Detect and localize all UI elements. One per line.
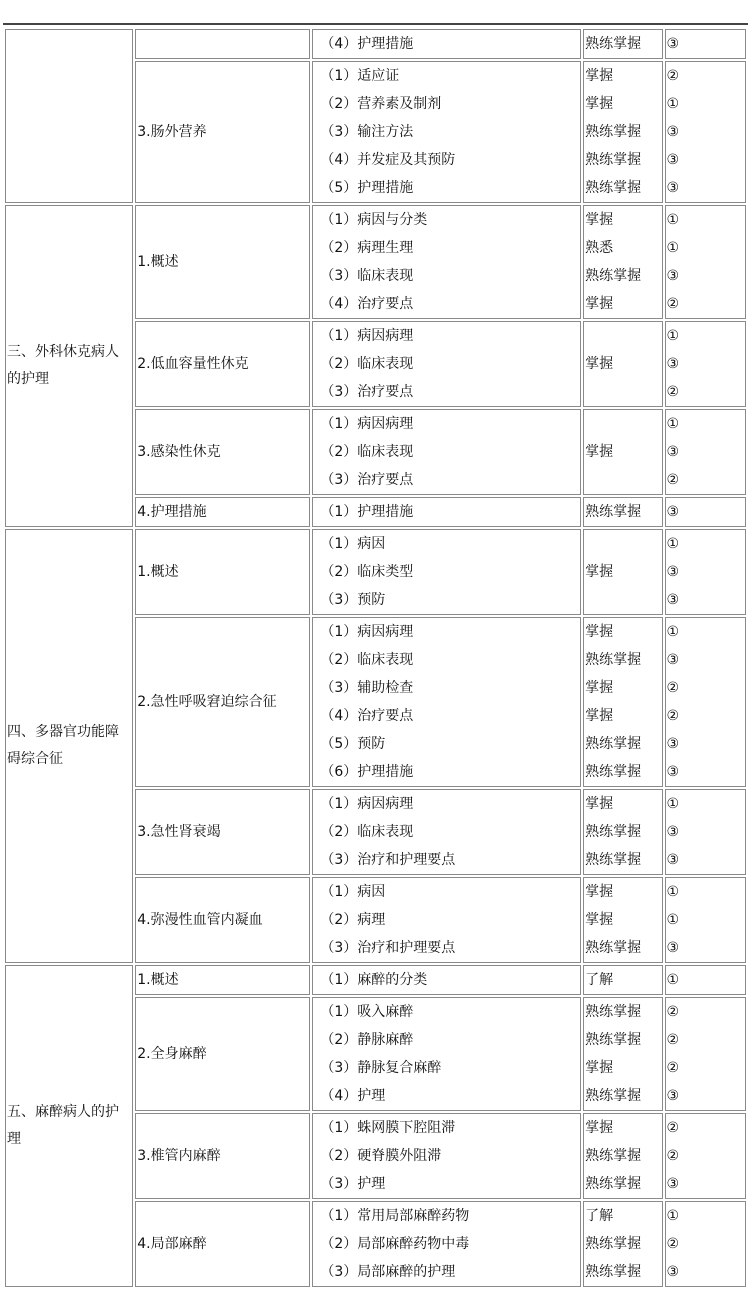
level-value: ①: [666, 240, 680, 256]
requirement-value: 掌握: [585, 296, 614, 312]
content-items-cell: [312, 205, 581, 319]
content-items-cell: [312, 965, 581, 995]
requirement-value: 掌握: [585, 884, 614, 900]
unit-name-cell: 3.急性肾衰竭: [135, 789, 310, 875]
level-value: ①: [666, 212, 680, 228]
content-item: （3）辅助检查: [320, 680, 414, 696]
level-value: ③: [666, 356, 680, 372]
level-cell: [665, 29, 746, 59]
level-value: ①: [666, 912, 680, 928]
content-item: （4）护理: [320, 1088, 386, 1104]
requirement-value: 熟练掌握: [585, 1264, 642, 1280]
content-items-cell: [312, 497, 581, 527]
level-value: ①: [666, 416, 680, 432]
level-value: ③: [666, 1264, 680, 1280]
content-item: （2）局部麻醉药物中毒: [320, 1236, 470, 1252]
section-title-cell: 四、多器官功能障碍综合征: [5, 529, 133, 963]
unit-name-cell: 1.概述: [135, 965, 310, 995]
requirement-cell: [583, 205, 662, 319]
level-value: ①: [666, 96, 680, 112]
level-cell: [665, 1201, 746, 1287]
level-cell: [665, 789, 746, 875]
level-value: ②: [666, 1120, 680, 1136]
content-item: （3）局部麻醉的护理: [320, 1264, 456, 1280]
section-title-cell: 五、麻醉病人的护理: [5, 965, 133, 1287]
level-value: ③: [666, 764, 680, 780]
requirement-value: 掌握: [585, 1060, 614, 1076]
unit-name-cell: 1.概述: [135, 205, 310, 319]
requirement-value: 掌握: [585, 708, 614, 724]
content-item: （2）病理: [320, 912, 386, 928]
level-value: ①: [666, 884, 680, 900]
level-value: ②: [666, 1032, 680, 1048]
content-items-cell: [312, 617, 581, 787]
requirement-cell: [583, 789, 662, 875]
requirement-cell: [583, 29, 662, 59]
level-value: ③: [666, 124, 680, 140]
requirement-value: 熟练掌握: [585, 652, 642, 668]
unit-name-cell: 2.急性呼吸窘迫综合征: [135, 617, 310, 787]
content-item: （1）蛛网膜下腔阻滞: [320, 1120, 456, 1136]
requirement-value: 熟练掌握: [585, 36, 642, 52]
content-item: （1）常用局部麻醉药物: [320, 1208, 470, 1224]
requirement-value: 了解: [585, 1208, 614, 1224]
level-value: ②: [666, 296, 680, 312]
level-value: ③: [666, 152, 680, 168]
level-value: ③: [666, 852, 680, 868]
level-value: ③: [666, 268, 680, 284]
level-cell: [665, 965, 746, 995]
content-item: （3）静脉复合麻醉: [320, 1060, 442, 1076]
content-items-cell: [312, 409, 581, 495]
content-items-cell: [312, 61, 581, 203]
level-value: ①: [666, 328, 680, 344]
requirement-cell: [583, 877, 662, 963]
level-value: ③: [666, 564, 680, 580]
requirement-value: 熟练掌握: [585, 940, 642, 956]
requirement-value: 掌握: [585, 680, 614, 696]
content-item: （1）病因病理: [320, 416, 414, 432]
level-value: ②: [666, 708, 680, 724]
content-items-cell: [312, 1201, 581, 1287]
content-items-cell: [312, 529, 581, 615]
level-value: ②: [666, 1236, 680, 1252]
level-value: ②: [666, 1148, 680, 1164]
content-item: （6）护理措施: [320, 764, 414, 780]
requirement-value: 了解: [585, 972, 614, 988]
requirement-value: 熟练掌握: [585, 1032, 642, 1048]
content-item: （4）护理措施: [320, 36, 414, 52]
level-value: ②: [666, 680, 680, 696]
content-item: （1）病因病理: [320, 624, 414, 640]
content-item: （5）护理措施: [320, 180, 414, 196]
content-item: （1）护理措施: [320, 504, 414, 520]
level-value: ③: [666, 180, 680, 196]
level-value: ②: [666, 384, 680, 400]
content-items-cell: [312, 321, 581, 407]
level-value: ③: [666, 1176, 680, 1192]
content-item: （3）治疗和护理要点: [320, 940, 456, 956]
content-items-cell: [312, 1113, 581, 1199]
content-item: （1）病因: [320, 884, 386, 900]
requirement-value: 熟练掌握: [585, 1236, 642, 1252]
section-title-cell: [5, 29, 133, 203]
requirement-value: 掌握: [585, 68, 614, 84]
table-row: [5, 965, 746, 995]
content-item: （3）治疗要点: [320, 384, 414, 400]
level-value: ①: [666, 1208, 680, 1224]
requirement-value: 熟练掌握: [585, 1176, 642, 1192]
content-item: （2）病理生理: [320, 240, 414, 256]
requirement-value: 掌握: [585, 796, 614, 812]
level-cell: [665, 409, 746, 495]
requirement-value: 熟练掌握: [585, 504, 642, 520]
requirement-cell: [583, 617, 662, 787]
content-item: （3）治疗和护理要点: [320, 852, 456, 868]
level-value: ①: [666, 796, 680, 812]
requirement-value: 熟练掌握: [585, 736, 642, 752]
requirement-value: 掌握: [585, 212, 614, 228]
level-value: ③: [666, 1088, 680, 1104]
level-value: ②: [666, 1004, 680, 1020]
requirement-cell: [583, 61, 662, 203]
table-row: [5, 529, 746, 615]
unit-name-cell: [135, 29, 310, 59]
level-cell: [665, 321, 746, 407]
requirement-value: 熟练掌握: [585, 124, 642, 140]
syllabus-body: [5, 29, 746, 1287]
content-item: （2）硬脊膜外阻滞: [320, 1148, 442, 1164]
requirement-value: 熟练掌握: [585, 824, 642, 840]
requirement-value: 掌握: [585, 912, 614, 928]
content-item: （1）适应证: [320, 68, 400, 84]
level-cell: [665, 205, 746, 319]
level-value: ②: [666, 472, 680, 488]
requirement-cell: [583, 497, 662, 527]
level-value: ③: [666, 592, 680, 608]
level-value: ②: [666, 68, 680, 84]
level-cell: [665, 617, 746, 787]
level-cell: [665, 1113, 746, 1199]
content-items-cell: [312, 29, 581, 59]
content-item: （1）病因病理: [320, 796, 414, 812]
content-item: （3）预防: [320, 592, 386, 608]
level-cell: [665, 877, 746, 963]
unit-name-cell: 3.椎管内麻醉: [135, 1113, 310, 1199]
unit-name-cell: 4.护理措施: [135, 497, 310, 527]
requirement-value: 熟练掌握: [585, 1148, 642, 1164]
requirement-cell: 掌握: [583, 409, 662, 495]
requirement-value: 熟练掌握: [585, 764, 642, 780]
level-value: ①: [666, 972, 680, 988]
content-item: （3）输注方法: [320, 124, 414, 140]
requirement-value: 熟练掌握: [585, 152, 642, 168]
level-value: ②: [666, 1060, 680, 1076]
unit-name-cell: 4.弥漫性血管内凝血: [135, 877, 310, 963]
content-items-cell: [312, 877, 581, 963]
requirement-value: 掌握: [585, 96, 614, 112]
unit-name-cell: 2.全身麻醉: [135, 997, 310, 1111]
unit-name-cell: 4.局部麻醉: [135, 1201, 310, 1287]
level-value: ③: [666, 444, 680, 460]
requirement-value: 熟练掌握: [585, 180, 642, 196]
requirement-value: 掌握: [585, 624, 614, 640]
level-value: ③: [666, 824, 680, 840]
section-title-cell: 三、外科休克病人的护理: [5, 205, 133, 527]
content-items-cell: [312, 789, 581, 875]
requirement-value: 熟练掌握: [585, 268, 642, 284]
requirement-cell: 掌握: [583, 321, 662, 407]
content-item: （3）临床表现: [320, 268, 414, 284]
level-value: ③: [666, 940, 680, 956]
content-item: （2）静脉麻醉: [320, 1032, 414, 1048]
requirement-cell: 掌握: [583, 529, 662, 615]
table-row: [5, 205, 746, 319]
content-item: （1）病因: [320, 536, 386, 552]
table-row: [5, 29, 746, 59]
requirement-value: 熟悉: [585, 240, 614, 256]
level-cell: [665, 61, 746, 203]
content-item: （4）治疗要点: [320, 296, 414, 312]
level-value: ③: [666, 36, 680, 52]
content-item: （2）营养素及制剂: [320, 96, 442, 112]
level-value: ③: [666, 504, 680, 520]
content-item: （2）临床表现: [320, 652, 414, 668]
content-items-cell: [312, 997, 581, 1111]
requirement-value: 熟练掌握: [585, 852, 642, 868]
level-value: ①: [666, 624, 680, 640]
level-cell: [665, 997, 746, 1111]
content-item: （5）预防: [320, 736, 386, 752]
unit-name-cell: 3.肠外营养: [135, 61, 310, 203]
requirement-cell: [583, 1113, 662, 1199]
content-item: （3）治疗要点: [320, 472, 414, 488]
content-item: （1）吸入麻醉: [320, 1004, 414, 1020]
content-item: （1）病因与分类: [320, 212, 428, 228]
requirement-value: 熟练掌握: [585, 1004, 642, 1020]
syllabus-table: [3, 27, 748, 1289]
requirement-value: 熟练掌握: [585, 1088, 642, 1104]
requirement-value: 掌握: [585, 1120, 614, 1136]
content-item: （2）临床表现: [320, 444, 414, 460]
content-item: （2）临床表现: [320, 824, 414, 840]
level-value: ③: [666, 736, 680, 752]
requirement-cell: [583, 1201, 662, 1287]
content-item: （1）麻醉的分类: [320, 972, 428, 988]
unit-name-cell: 2.低血容量性休克: [135, 321, 310, 407]
level-cell: [665, 497, 746, 527]
content-item: （2）临床类型: [320, 564, 414, 580]
requirement-cell: [583, 965, 662, 995]
content-item: （2）临床表现: [320, 356, 414, 372]
content-item: （1）病因病理: [320, 328, 414, 344]
unit-name-cell: 3.感染性休克: [135, 409, 310, 495]
level-value: ①: [666, 536, 680, 552]
level-cell: [665, 529, 746, 615]
top-rule: [3, 23, 748, 25]
content-item: （4）治疗要点: [320, 708, 414, 724]
requirement-cell: [583, 997, 662, 1111]
level-value: ③: [666, 652, 680, 668]
content-item: （4）并发症及其预防: [320, 152, 456, 168]
unit-name-cell: 1.概述: [135, 529, 310, 615]
content-item: （3）护理: [320, 1176, 386, 1192]
